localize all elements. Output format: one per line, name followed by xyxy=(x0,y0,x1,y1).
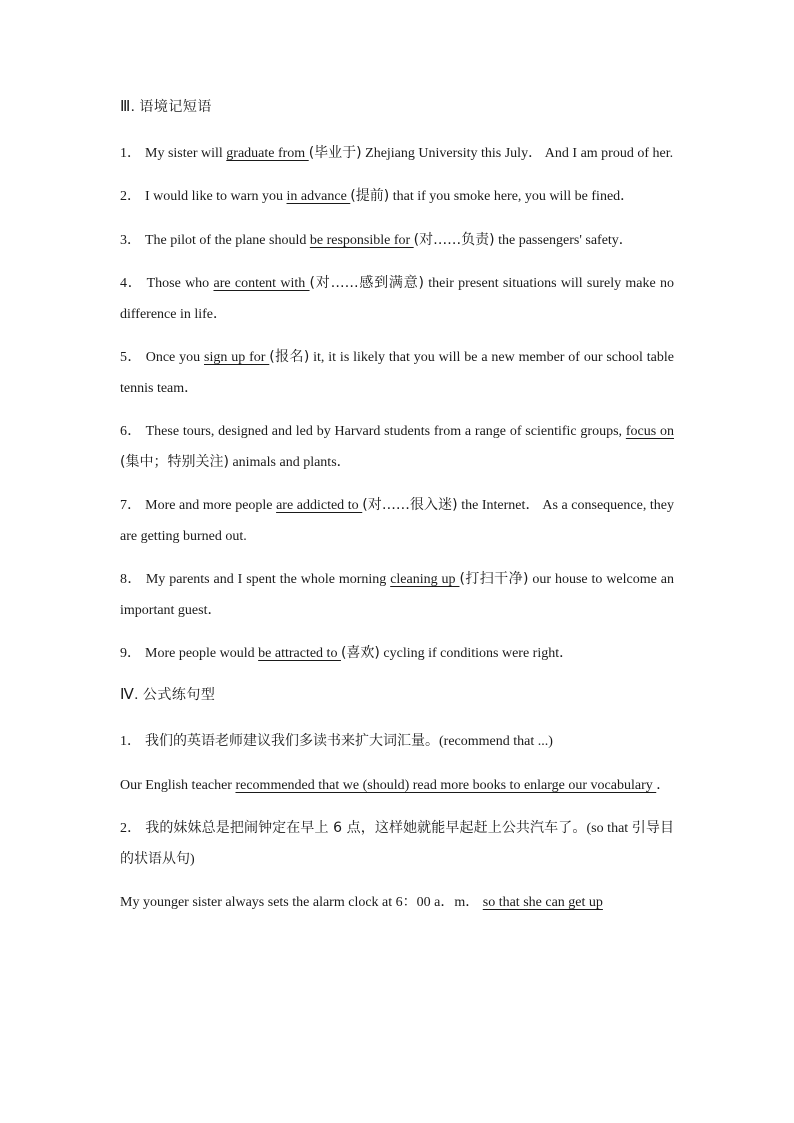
item-number: 1． xyxy=(120,734,141,749)
item-number: 2． xyxy=(120,821,142,836)
item-number: 8． xyxy=(120,572,142,587)
exercise-item-4-2-answer xyxy=(120,887,674,918)
answer-phrase: recommended that we (should) read more books to enlarge our vocabulary xyxy=(235,778,657,793)
exercise-item-3-2 xyxy=(120,181,674,212)
answer-phrase: in advance xyxy=(286,189,351,204)
section-4-heading xyxy=(120,682,674,708)
item-text-post: animals and plants． xyxy=(228,455,351,470)
grammar-hint: (recommend that ...) xyxy=(439,734,553,749)
answer-phrase: are content with xyxy=(213,276,310,291)
exercise-item-3-5 xyxy=(120,342,674,404)
exercise-item-3-1 xyxy=(120,138,674,169)
item-text-post: our house to welcome an important guest． xyxy=(120,572,674,618)
exercise-item-4-1-answer xyxy=(120,770,674,801)
chinese-hint: (对……负责) xyxy=(413,232,495,248)
answer-phrase: focus on xyxy=(625,424,674,439)
item-text-pre: My sister will xyxy=(145,146,227,161)
item-number: 5． xyxy=(120,350,142,365)
item-text-pre: Once you xyxy=(145,350,204,365)
item-number: 9． xyxy=(120,646,141,661)
chinese-sentence: 我们的英语老师建议我们多读书来扩大词汇量。 xyxy=(145,733,439,749)
chinese-hint: (提前) xyxy=(350,188,390,204)
answer-phrase: be responsible for xyxy=(309,233,414,248)
chinese-hint: (打扫干净) xyxy=(459,571,529,587)
chinese-hint: (喜欢) xyxy=(340,645,380,661)
exercise-item-4-2-prompt xyxy=(120,813,674,875)
exercise-item-4-1-prompt xyxy=(120,726,674,757)
item-text-post: that if you smoke here, you will be fined． xyxy=(389,189,635,204)
item-number: 2． xyxy=(120,189,141,204)
grammar-hint: (so that 引导目的状语从句) xyxy=(120,821,675,867)
answer-phrase: be attracted to xyxy=(258,646,341,661)
chinese-hint: (集中；特别关注) xyxy=(120,454,229,470)
exercise-item-3-7 xyxy=(120,490,674,552)
answer-text-pre: My younger sister always sets the alarm clock at 6：00 a．m． xyxy=(120,895,483,910)
chinese-hint: (对……很入迷) xyxy=(362,497,458,513)
item-number: 4． xyxy=(120,276,143,291)
item-text-pre: Those who xyxy=(146,276,214,291)
chinese-hint: (报名) xyxy=(269,349,310,365)
section-4-numeral: Ⅳ. xyxy=(120,687,139,703)
item-text-post: the passengers' safety． xyxy=(494,233,633,248)
item-number: 6． xyxy=(120,424,142,439)
section-3-heading xyxy=(120,94,674,120)
item-text-post: their present situations will surely make no difference in life． xyxy=(120,276,675,322)
answer-text-pre: Our English teacher xyxy=(120,778,236,793)
answer-phrase: cleaning up xyxy=(390,572,460,587)
exercise-item-3-3 xyxy=(120,225,674,256)
item-text-pre: These tours, designed and led by Harvard students from a range of scientific groups, xyxy=(145,424,626,439)
answer-phrase: sign up for xyxy=(204,350,270,365)
chinese-hint: (对……感到满意) xyxy=(309,275,424,291)
exercise-item-3-4 xyxy=(120,268,674,330)
item-number: 1． xyxy=(120,146,141,161)
chinese-sentence: 我的妹妹总是把闹钟定在早上 6 点，这样她就能早起赶上公共汽车了。 xyxy=(145,820,587,836)
item-text-pre: The pilot of the plane should xyxy=(145,233,310,248)
item-text-pre: I would like to warn you xyxy=(145,189,287,204)
item-number: 3． xyxy=(120,233,141,248)
answer-phrase: graduate from xyxy=(226,146,309,161)
section-4-title: 公式练句型 xyxy=(142,687,216,703)
exercise-item-3-6 xyxy=(120,416,674,478)
answer-text-post: ． xyxy=(656,778,671,793)
item-text-post: the Internet． As a consequence, they are getting burned out. xyxy=(120,498,674,544)
section-3-numeral: Ⅲ. xyxy=(120,99,136,115)
answer-phrase: so that she can get up xyxy=(482,895,603,910)
answer-phrase: are addicted to xyxy=(276,498,363,513)
exercise-item-3-9 xyxy=(120,638,674,669)
chinese-hint: (毕业于) xyxy=(308,145,362,161)
section-3-title: 语境记短语 xyxy=(139,99,212,115)
item-text-post: Zhejiang University this July． And I am proud of her. xyxy=(361,146,674,161)
item-text-pre: More and more people xyxy=(145,498,277,513)
item-number: 7． xyxy=(120,498,142,513)
item-text-post: cycling if conditions were right． xyxy=(379,646,574,661)
item-text-pre: More people would xyxy=(145,646,259,661)
item-text-post: it, it is likely that you will be a new member of our school table tennis team． xyxy=(120,350,674,396)
item-text-pre: My parents and I spent the whole morning xyxy=(145,572,391,587)
exercise-item-3-8 xyxy=(120,564,674,626)
document-page xyxy=(120,94,674,931)
